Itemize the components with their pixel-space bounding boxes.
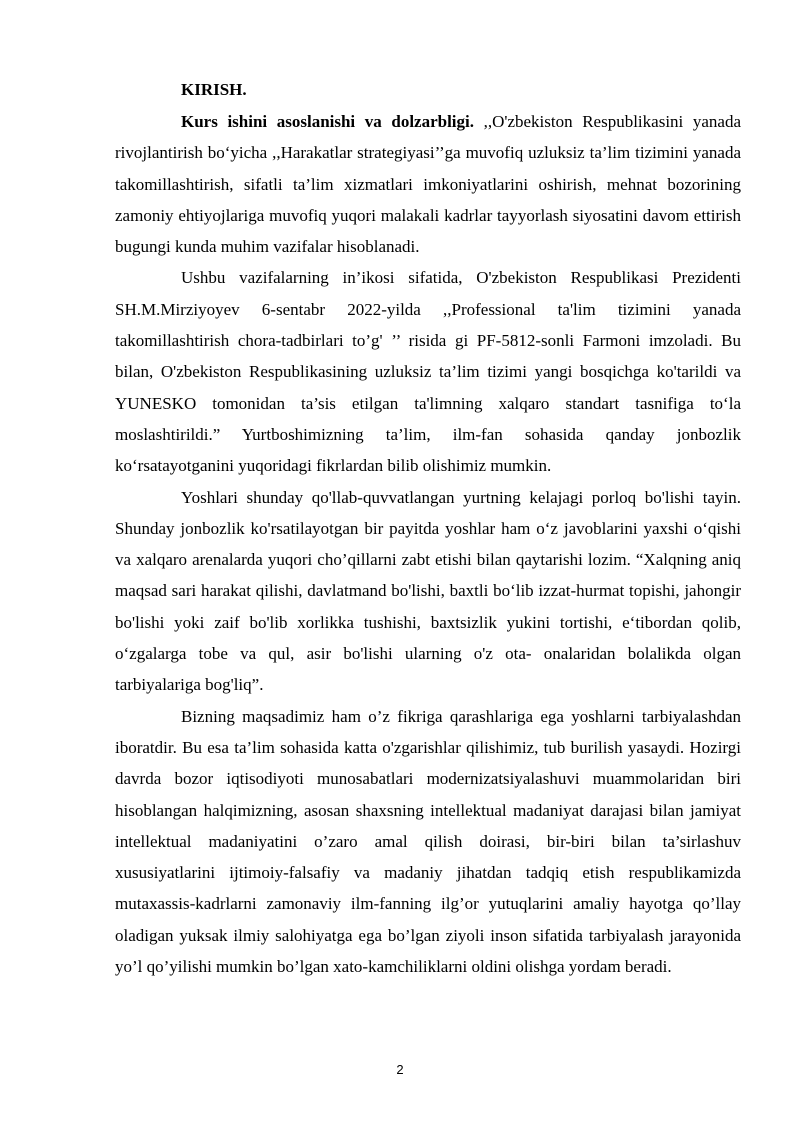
paragraph-decree: Ushbu vazifalarning in’ikosi sifatida, O'zbekiston Respublikasi Prezidenti SH.M.Mirziyoyev 6-sentabr 2022-yilda ,,Professional ta'lim tizimini yanada takomillashtirish chora-tadbirlari to’g' ’’ risida gi PF-5812-sonli Farmoni imzoladi. Bu bilan, O'zbekiston Respublikasining uzluksiz ta’lim tizimi yangi bosqichga ko'tarildi va YUNESKO tomonidan ta’sis etilgan ta'limning xalqaro standart tasnifiga to‘la moslashtirildi.” Yurtboshimizning ta’lim, ilm-fan sohasida qanday jonbozlik ko‘rsatayotganini yuqoridagi fikrlardan bilib olishimiz mumkin. [115,268,741,476]
paragraph-text: ,,O'zbekiston Respublikasini yanada rivojlantirish bo‘yicha ,,Harakatlar strategiyasi’’ga muvofiq uzluksiz ta’lim tizimini yanada takomillashtirish, sifatli ta’lim xizmatlari imkoniyatlarini oshirish, mehnat bozorining zamoniy ehtiyojlariga muvofiq yuqori malakali kadrlar tayyorlash siyosatini davom ettirish bugungi kunda muhim vazifalar hisoblanadi. [115,112,741,257]
page-number: 2 [396,1062,404,1077]
section-heading: KIRISH. [181,80,247,99]
document-page [115,73,741,982]
paragraph-youth: Yoshlari shunday qo'llab-quvvatlangan yurtning kelajagi porloq bo'lishi tayin. Shunday jonbozlik ko'rsatilayotgan bir payitda yoshlar ham o‘z javoblarini yaxshi o‘qishi va xalqaro arenalarda yuqori cho’qillarni zabt etishi bilan qaytarishi lozim. “Xalqning aniq maqsad sari harakat qilishi, davlatmand bo'lishi, baxtli bo‘lib izzat-hurmat topishi, jahongir bo'lishi yoki zaif bo'lib xorlikka tushishi, baxtsizlik yukini tortishi, e‘tibordan qolib, o‘zgalarga tobe va qul, asir bo'lishi ularning o'z ota- onalaridan bolalikda olgan tarbiyalariga bog'liq”. [115,487,741,695]
paragraph-lead: Kurs ishini asoslanishi va dolzarbligi. [181,112,475,131]
paragraph-relevance [115,106,741,262]
paragraph-goal: Bizning maqsadimiz ham o’z fikriga qarashlariga ega yoshlarni tarbiyalashdan iboratdir. Bu esa ta’lim sohasida katta o'zgarishlar qilishimiz, tub burilish yasaydi. Hozirgi davrda bozor iqtisodiyoti munosabatlari modernizatsiyalashuvi muammolaridan biri hisoblangan halqimizning, asosan shaxsning intellektual madaniyat darajasi bilan jamiyat intellektual madaniyatini o’zaro amal qilish doirasi, bir-biri bilan ta’sirlashuv xususiyatlarini ijtimoiy-falsafiy va madaniy jihatdan tadqiq etish respublikamizda mutaxassis-kadrlarni zamonaviy ilm-fanning ilg’or yutuqlarini amaliy hayotga qo’llay oladigan yuksak ilmiy salohiyatga ega bo’lgan ziyoli inson sifatida tarbiyalash jarayonida yo’l qo’yilishi mumkin bo’lgan xato-kamchiliklarni oldini olishga yordam beradi. [115,706,741,977]
